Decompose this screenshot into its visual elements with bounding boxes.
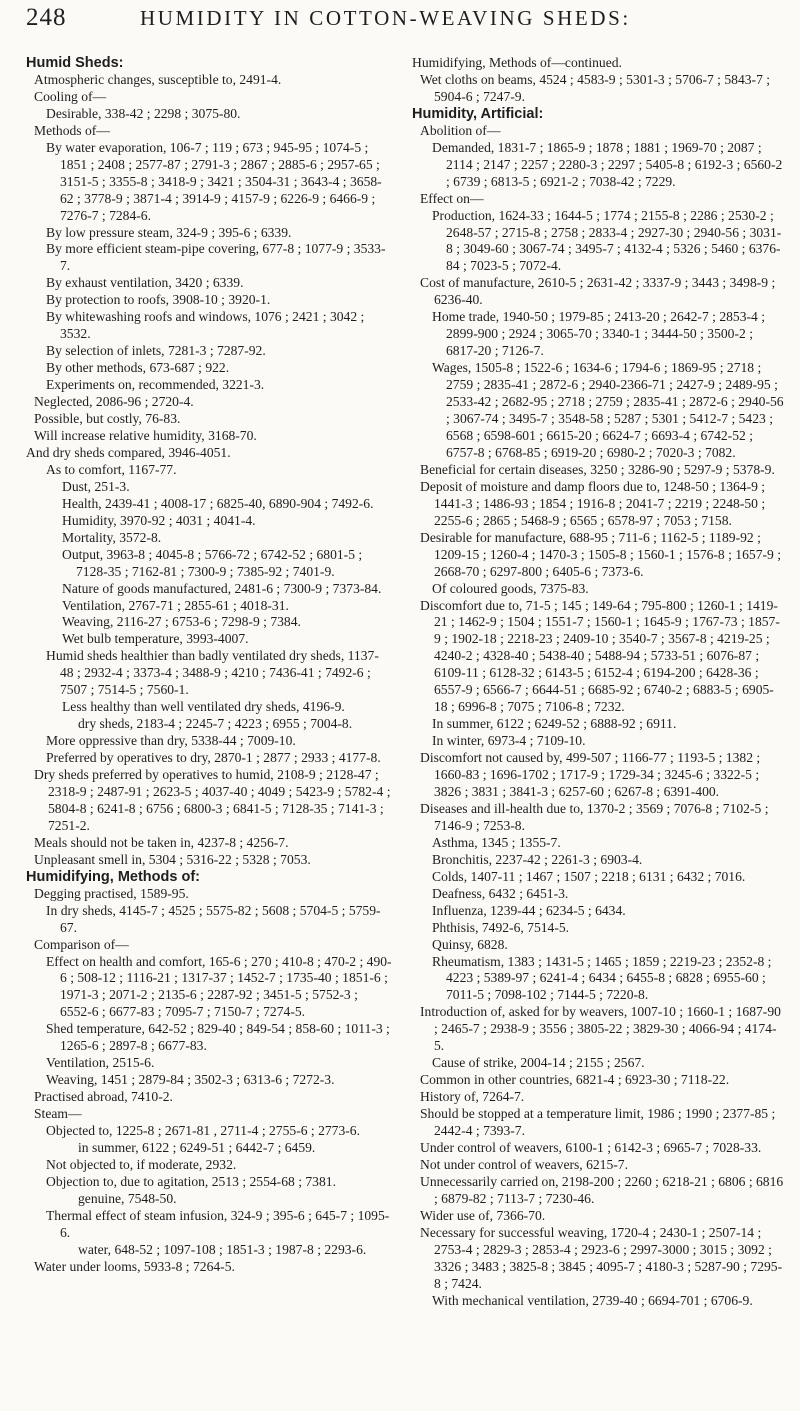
page-header <box>0 0 800 48</box>
index-entry: By exhaust ventilation, 3420 ; 6339. <box>46 275 244 291</box>
index-entry: Will increase relative humidity, 3168-70. <box>34 427 257 443</box>
index-entry: Cooling of— <box>34 88 107 104</box>
index-entry: Discomfort not caused by, 499-507 ; 1166-77 ; 1193-5 ; 1382 ; 1660-83 ; 1696-1702 ; 1717-9 ; 1729-34 ; 3245-6 ; 3322-5 ; 3826 ; 3831 ; 3841-3 ; 6257-60 ; 6267-8 ; 6391-400. <box>420 750 761 799</box>
index-entry: Unpleasant smell in, 5304 ; 5316-22 ; 5328 ; 7053. <box>34 851 311 867</box>
index-entry: Wet bulb temperature, 3993-4007. <box>62 631 249 647</box>
index-entry: Health, 2439-41 ; 4008-17 ; 6825-40, 6890-904 ; 7492-6. <box>62 495 374 511</box>
index-entry: History of, 7264-7. <box>420 1089 525 1105</box>
index-entry: Thermal effect of steam infusion, 324-9 ; 395-6 ; 645-7 ; 1095-6. <box>46 1207 390 1240</box>
index-entry: Dust, 251-3. <box>62 478 130 494</box>
index-entry: Ventilation, 2515-6. <box>46 1055 155 1071</box>
page-number: 248 <box>26 4 67 31</box>
index-entry: Necessary for successful weaving, 1720-4 ; 2430-1 ; 2507-14 ; 2753-4 ; 2829-3 ; 2853-4 ; 2923-6 ; 2997-3000 ; 3015 ; 3092 ; 3326 ; 3483 ; 3825-8 ; 3845 ; 4095-7 ; 4180-3 ; 5287-90 ; 7295-8 ; 7424. <box>420 1224 783 1291</box>
index-entry: Possible, but costly, 76-83. <box>34 411 181 427</box>
index-entry: Beneficial for certain diseases, 3250 ; 3286-90 ; 5297-9 ; 5378-9. <box>420 461 775 477</box>
index-entry: In dry sheds, 4145-7 ; 4525 ; 5575-82 ; 5608 ; 5704-5 ; 5759-67. <box>46 902 381 935</box>
index-heading: Humidity, Artificial: <box>412 105 544 122</box>
index-entry: Humid sheds healthier than badly ventilated dry sheds, 1137-48 ; 2932-4 ; 3373-4 ; 3488-9 ; 4210 ; 7436-41 ; 7492-6 ; 7507 ; 7514-5 ; 7560-1. <box>46 648 379 698</box>
index-entry: Rheumatism, 1383 ; 1431-5 ; 1465 ; 1859 ; 2219-23 ; 2352-8 ; 4223 ; 5389-97 ; 6241-4 ; 6434 ; 6455-8 ; 6828 ; 6955-60 ; 7011-5 ; 7098-102 ; 7144-5 ; 7220-8. <box>432 953 772 1003</box>
index-column-left <box>26 55 392 1276</box>
index-entry: Desirable, 338-42 ; 2298 ; 3075-80. <box>46 105 241 121</box>
index-entry: Ventilation, 2767-71 ; 2855-61 ; 4018-31. <box>62 597 289 613</box>
index-entry: Influenza, 1239-44 ; 6234-5 ; 6434. <box>432 902 626 918</box>
index-entry: Weaving, 1451 ; 2879-84 ; 3502-3 ; 6313-6 ; 7272-3. <box>46 1072 335 1088</box>
index-entry: Mortality, 3572-8. <box>62 529 162 545</box>
index-entry: Colds, 1407-11 ; 1467 ; 1507 ; 2218 ; 6131 ; 6432 ; 7016. <box>432 868 746 884</box>
index-entry: Unnecessarily carried on, 2198-200 ; 2260 ; 6218-21 ; 6806 ; 6816 ; 6879-82 ; 7113-7 ; 7230-46. <box>420 1173 784 1206</box>
index-entry: Humidifying, Methods of—continued. <box>412 55 622 70</box>
index-entry: As to comfort, 1167-77. <box>46 461 177 477</box>
index-heading: Humidifying, Methods of: <box>26 868 200 885</box>
index-entry: Not under control of weavers, 6215-7. <box>420 1156 629 1172</box>
index-column-right <box>412 55 784 1310</box>
index-entry: Effect on health and comfort, 165-6 ; 270 ; 410-8 ; 470-2 ; 490-6 ; 508-12 ; 1116-21 ; 1317-37 ; 1452-7 ; 1735-40 ; 1851-6 ; 1971-3 ; 2071-2 ; 2135-6 ; 2287-92 ; 3451-5 ; 5752-3 ; 6552-6 ; 6677-83 ; 7095-7 ; 7150-7 ; 7274-5. <box>46 953 392 1020</box>
index-entry: More oppressive than dry, 5338-44 ; 7009-10. <box>46 733 296 749</box>
index-entry: dry sheds, 2183-4 ; 2245-7 ; 4223 ; 6955 ; 7004-8. <box>78 716 353 732</box>
index-entry: Neglected, 2086-96 ; 2720-4. <box>34 394 194 410</box>
index-entry: Phthisis, 7492-6, 7514-5. <box>432 919 570 935</box>
index-entry: Deposit of moisture and damp floors due to, 1248-50 ; 1364-9 ; 1441-3 ; 1486-93 ; 1854 ; 1916-8 ; 2041-7 ; 2219 ; 2248-50 ; 2255-6 ; 2865 ; 5468-9 ; 6565 ; 6578-97 ; 7053 ; 7158. <box>420 478 766 528</box>
running-title: HUMIDITY IN COTTON-WEAVING SHEDS: <box>140 6 631 30</box>
index-entry: Bronchitis, 2237-42 ; 2261-3 ; 6903-4. <box>432 851 643 867</box>
index-entry: Atmospheric changes, susceptible to, 2491-4. <box>34 71 282 87</box>
index-entry: By protection to roofs, 3908-10 ; 3920-1. <box>46 292 271 308</box>
index-entry: Meals should not be taken in, 4237-8 ; 4256-7. <box>34 834 289 850</box>
index-entry: Asthma, 1345 ; 1355-7. <box>432 834 561 850</box>
index-entry: Cause of strike, 2004-14 ; 2155 ; 2567. <box>432 1055 645 1071</box>
index-entry: In winter, 6973-4 ; 7109-10. <box>432 733 586 749</box>
index-entry: Wages, 1505-8 ; 1522-6 ; 1634-6 ; 1794-6 ; 1869-95 ; 2718 ; 2759 ; 2835-41 ; 2872-6 ; 2940-2366-71 ; 2427-9 ; 2489-95 ; 2533-42 ; 2682-95 ; 2718 ; 2759 ; 2835-41 ; 2872-6 ; 2940-56 ; 3067-74 ; 3495-7 ; 3548-58 ; 5287 ; 5301 ; 5412-7 ; 5423 ; 6568 ; 6598-601 ; 6615-20 ; 6624-7 ; 6693-4 ; 6742-52 ; 6757-8 ; 6768-85 ; 6919-20 ; 6980-2 ; 7020-3 ; 7082. <box>432 360 784 460</box>
index-entry: Objected to, 1225-8 ; 2671-81 , 2711-4 ; 2755-6 ; 2773-6. <box>46 1123 360 1139</box>
index-entry: Dry sheds preferred by operatives to humid, 2108-9 ; 2128-47 ; 2318-9 ; 2487-91 ; 2623-5 ; 4037-40 ; 4049 ; 5423-9 ; 5782-4 ; 5804-8 ; 6241-8 ; 6756 ; 6800-3 ; 6841-5 ; 7128-35 ; 7141-3 ; 7251-2. <box>34 767 391 833</box>
index-entry: Water under looms, 5933-8 ; 7264-5. <box>34 1258 235 1274</box>
index-entry: Practised abroad, 7410-2. <box>34 1089 173 1105</box>
index-entry: Desirable for manufacture, 688-95 ; 711-6 ; 1162-5 ; 1189-92 ; 1209-15 ; 1260-4 ; 1470-3 ; 1505-8 ; 1560-1 ; 1576-8 ; 1657-9 ; 2668-70 ; 6297-800 ; 6405-6 ; 7373-6. <box>420 529 781 579</box>
index-entry: Cost of manufacture, 2610-5 ; 2631-42 ; 3337-9 ; 3443 ; 3498-9 ; 6236-40. <box>420 275 776 308</box>
index-entry: With mechanical ventilation, 2739-40 ; 6694-701 ; 6706-9. <box>432 1292 753 1308</box>
index-entry: Less healthy than well ventilated dry sheds, 4196-9. <box>62 699 345 715</box>
index-entry: Home trade, 1940-50 ; 1979-85 ; 2413-20 ; 2642-7 ; 2853-4 ; 2899-900 ; 2924 ; 3065-70 ; 3340-1 ; 3444-50 ; 3500-2 ; 6817-20 ; 7126-7. <box>432 309 766 359</box>
index-entry: water, 648-52 ; 1097-108 ; 1851-3 ; 1987-8 ; 2293-6. <box>78 1241 367 1257</box>
index-entry: By more efficient steam-pipe covering, 677-8 ; 1077-9 ; 3533-7. <box>46 241 386 274</box>
index-entry: Experiments on, recommended, 3221-3. <box>46 377 265 393</box>
index-entry: By whitewashing roofs and windows, 1076 ; 2421 ; 3042 ; 3532. <box>46 309 365 342</box>
index-entry: Nature of goods manufactured, 2481-6 ; 7300-9 ; 7373-84. <box>62 580 382 596</box>
index-entry: Abolition of— <box>420 122 501 138</box>
index-entry: Under control of weavers, 6100-1 ; 6142-3 ; 6965-7 ; 7028-33. <box>420 1140 762 1155</box>
index-entry: Effect on— <box>420 190 484 206</box>
index-entry: Of coloured goods, 7375-83. <box>432 580 589 596</box>
index-entry: By selection of inlets, 7281-3 ; 7287-92. <box>46 343 266 359</box>
index-entry: By water evaporation, 106-7 ; 119 ; 673 ; 945-95 ; 1074-5 ; 1851 ; 2408 ; 2577-87 ; 2791-3 ; 2867 ; 2885-6 ; 2957-65 ; 3151-5 ; 3355-8 ; 3418-9 ; 3421 ; 3504-31 ; 3643-4 ; 3658-62 ; 3778-9 ; 3871-4 ; 3914-9 ; 4157-9 ; 6226-9 ; 6466-9 ; 7276-7 ; 7284-6. <box>46 139 382 223</box>
index-entry: Wet cloths on beams, 4524 ; 4583-9 ; 5301-3 ; 5706-7 ; 5843-7 ; 5904-6 ; 7247-9. <box>420 71 771 104</box>
index-entry: Degging practised, 1589-95. <box>34 885 189 901</box>
index-entry: In summer, 6122 ; 6249-52 ; 6888-92 ; 6911. <box>432 716 677 732</box>
index-entry: genuine, 7548-50. <box>78 1190 177 1206</box>
index-entry: Deafness, 6432 ; 6451-3. <box>432 885 569 901</box>
index-entry: By other methods, 673-687 ; 922. <box>46 360 230 376</box>
index-entry: Preferred by operatives to dry, 2870-1 ; 2877 ; 2933 ; 4177-8. <box>46 750 381 766</box>
index-entry: Output, 3963-8 ; 4045-8 ; 5766-72 ; 6742-52 ; 6801-5 ; 7128-35 ; 7162-81 ; 7300-9 ; 7385-92 ; 7401-9. <box>62 546 363 579</box>
index-entry: Diseases and ill-health due to, 1370-2 ; 3569 ; 7076-8 ; 7102-5 ; 7146-9 ; 7253-8. <box>420 800 769 833</box>
index-entry: Steam— <box>34 1106 82 1122</box>
index-heading: Humid Sheds: <box>26 55 124 71</box>
index-entry: Objection to, due to agitation, 2513 ; 2554-68 ; 7381. <box>46 1173 336 1189</box>
index-entry: Humidity, 3970-92 ; 4031 ; 4041-4. <box>62 512 256 528</box>
index-entry: And dry sheds compared, 3946-4051. <box>26 444 231 460</box>
index-entry: By low pressure steam, 324-9 ; 395-6 ; 6339. <box>46 224 292 240</box>
index-entry: Common in other countries, 6821-4 ; 6923-30 ; 7118-22. <box>420 1072 730 1088</box>
index-entry: Wider use of, 7366-70. <box>420 1207 546 1223</box>
index-entry: Not objected to, if moderate, 2932. <box>46 1156 237 1172</box>
index-entry: Weaving, 2116-27 ; 6753-6 ; 7298-9 ; 7384. <box>62 614 301 630</box>
index-entry: Production, 1624-33 ; 1644-5 ; 1774 ; 2155-8 ; 2286 ; 2530-2 ; 2648-57 ; 2715-8 ; 2758 ; 2833-4 ; 2927-30 ; 2940-56 ; 3031-8 ; 3049-60 ; 3067-74 ; 3495-7 ; 4132-4 ; 5326 ; 5460 ; 6376-84 ; 7023-5 ; 7072-4. <box>432 207 782 274</box>
index-entry: Shed temperature, 642-52 ; 829-40 ; 849-54 ; 858-60 ; 1011-3 ; 1265-6 ; 2897-8 ; 6677-83. <box>46 1021 390 1054</box>
index-entry: in summer, 6122 ; 6249-51 ; 6442-7 ; 6459. <box>78 1140 316 1155</box>
index-entry: Quinsy, 6828. <box>432 936 508 952</box>
index-entry: Demanded, 1831-7 ; 1865-9 ; 1878 ; 1881 ; 1969-70 ; 2087 ; 2114 ; 2147 ; 2257 ; 2280-3 ; 2297 ; 5405-8 ; 6192-3 ; 6560-2 ; 6739 ; 6813-5 ; 6921-2 ; 7038-42 ; 7229. <box>432 139 783 189</box>
index-entry: Discomfort due to, 71-5 ; 145 ; 149-64 ; 795-800 ; 1260-1 ; 1419-21 ; 1462-9 ; 1504 ; 1551-7 ; 1560-1 ; 1645-9 ; 1767-73 ; 1857-9 ; 1902-18 ; 2218-23 ; 2409-10 ; 3540-7 ; 3567-8 ; 4219-25 ; 4240-2 ; 4328-40 ; 5438-40 ; 5488-94 ; 5733-51 ; 6076-87 ; 6109-11 ; 6128-32 ; 6143-5 ; 6152-4 ; 6194-200 ; 6428-36 ; 6557-9 ; 6566-7 ; 6644-51 ; 6685-92 ; 6740-2 ; 6883-5 ; 6905-18 ; 6996-8 ; 7075 ; 7106-8 ; 7232. <box>420 597 780 715</box>
index-entry: Should be stopped at a temperature limit, 1986 ; 1990 ; 2377-85 ; 2442-4 ; 7393-7. <box>420 1106 776 1139</box>
index-entry: Methods of— <box>34 122 110 138</box>
index-entry: Introduction of, asked for by weavers, 1007-10 ; 1660-1 ; 1687-90 ; 2465-7 ; 2938-9 ; 3556 ; 3805-22 ; 3829-30 ; 4066-94 ; 4174-5. <box>420 1004 781 1054</box>
index-entry: Comparison of— <box>34 936 129 952</box>
